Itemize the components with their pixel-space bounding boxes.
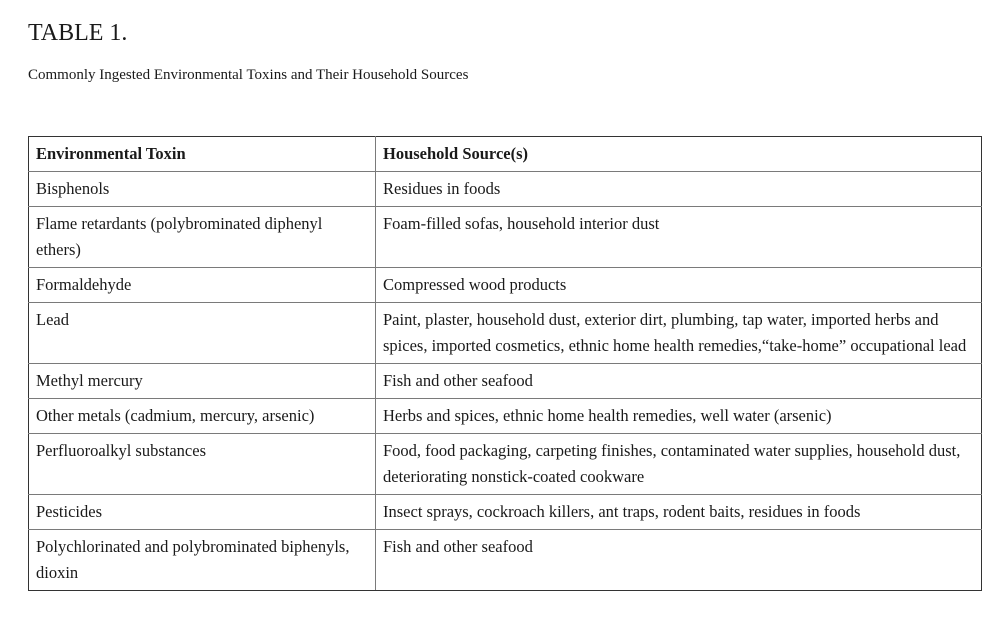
toxin-cell: Lead [29,303,376,364]
toxin-cell: Bisphenols [29,172,376,207]
toxin-cell: Other metals (cadmium, mercury, arsenic) [29,399,376,434]
toxin-cell: Formaldehyde [29,268,376,303]
source-cell: Food, food packaging, carpeting finishes, contaminated water supplies, household dust, deteriorating nonstick-coated cookware [376,434,982,495]
source-cell: Compressed wood products [376,268,982,303]
table-row [29,399,982,434]
toxin-cell: Pesticides [29,495,376,530]
table-row [29,303,982,364]
source-cell: Herbs and spices, ethnic home health remedies, well water (arsenic) [376,399,982,434]
source-cell: Foam-filled sofas, household interior dust [376,207,982,268]
source-cell: Residues in foods [376,172,982,207]
table-row [29,172,982,207]
table-caption: Commonly Ingested Environmental Toxins and Their Household Sources [28,67,469,83]
table-header-row [29,137,982,172]
header-household-sources: Household Source(s) [376,137,982,172]
table-row [29,207,982,268]
table-row [29,530,982,591]
table-row [29,434,982,495]
table-label: TABLE 1. [28,20,128,46]
toxin-cell: Flame retardants (polybrominated diphenyl ethers) [29,207,376,268]
header-environmental-toxin: Environmental Toxin [29,137,376,172]
source-cell: Fish and other seafood [376,530,982,591]
table-row [29,268,982,303]
source-cell: Fish and other seafood [376,364,982,399]
toxin-cell: Polychlorinated and polybrominated biphenyls, dioxin [29,530,376,591]
toxins-table [28,136,982,591]
source-cell: Paint, plaster, household dust, exterior dirt, plumbing, tap water, imported herbs and spices, imported cosmetics, ethnic home health remedies,“take-home” occupational lead [376,303,982,364]
source-cell: Insect sprays, cockroach killers, ant traps, rodent baits, residues in foods [376,495,982,530]
table-row [29,495,982,530]
table-row [29,364,982,399]
toxin-cell: Methyl mercury [29,364,376,399]
toxin-cell: Perfluoroalkyl substances [29,434,376,495]
